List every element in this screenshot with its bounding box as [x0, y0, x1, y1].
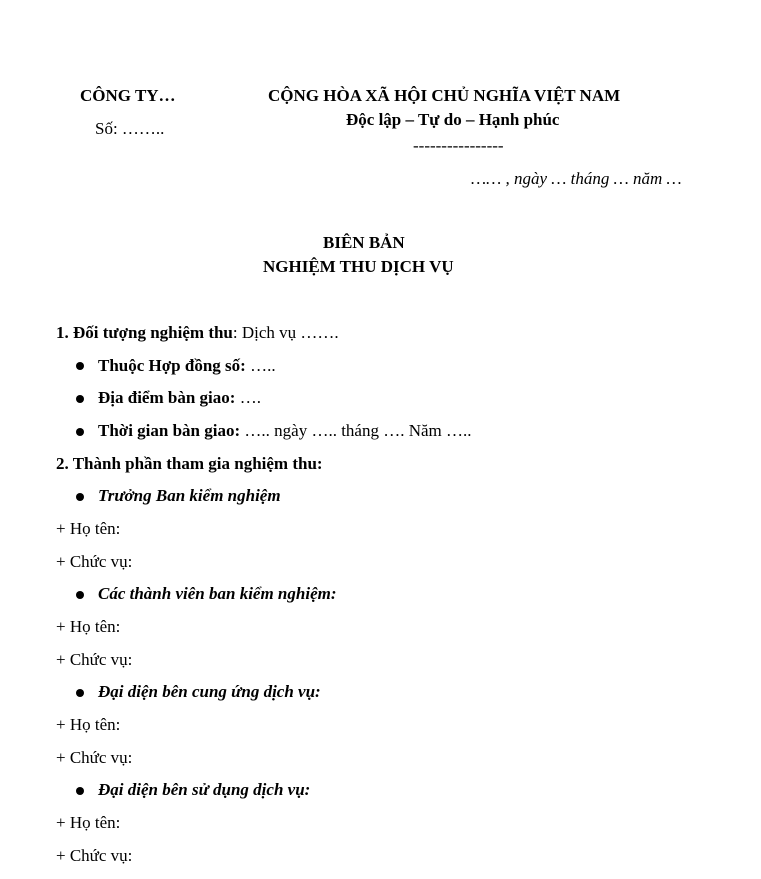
header-divider: ---------------- — [413, 136, 504, 155]
name-label: + Họ tên: — [56, 813, 121, 832]
handover-time-value: ….. ngày ….. tháng …. Năm ….. — [240, 421, 472, 440]
contract-number-item — [98, 356, 276, 376]
section-1-heading-value: : Dịch vụ ……. — [232, 323, 339, 342]
handover-time-item — [98, 421, 472, 441]
bullet-icon — [76, 591, 84, 599]
handover-location-label: Địa điểm bàn giao: — [98, 388, 236, 407]
handover-location-item — [98, 388, 261, 408]
contract-number-label: Thuộc Hợp đồng số: — [98, 356, 246, 375]
document-title: BIÊN BẢN — [323, 233, 405, 252]
contract-number-value: ….. — [245, 356, 276, 375]
handover-time-label: Thời gian bàn giao: — [98, 421, 241, 440]
document-subtitle: NGHIỆM THU DỊCH VỤ — [263, 257, 454, 276]
section-1-heading-label: 1. Đối tượng nghiệm thu — [56, 323, 233, 342]
company-name: CÔNG TY… — [80, 86, 176, 105]
bullet-icon — [76, 787, 84, 795]
name-label: + Họ tên: — [56, 617, 121, 636]
bullet-icon — [76, 493, 84, 501]
bullet-icon — [76, 395, 84, 403]
group-title: Đại diện bên cung ứng dịch vụ: — [98, 682, 321, 701]
position-label: + Chức vụ: — [56, 748, 133, 767]
name-label: + Họ tên: — [56, 519, 121, 538]
group-title: Đại diện bên sử dụng dịch vụ: — [98, 780, 311, 799]
date-line: …… , ngày … tháng … năm … — [471, 169, 682, 188]
position-label: + Chức vụ: — [56, 650, 133, 669]
group-title: Các thành viên ban kiểm nghiệm: — [98, 584, 337, 603]
nation-motto: Độc lập – Tự do – Hạnh phúc — [346, 110, 560, 129]
handover-location-value: …. — [235, 388, 261, 407]
section-1-heading — [56, 323, 339, 343]
nation-title: CỘNG HÒA XÃ HỘI CHỦ NGHĨA VIỆT NAM — [268, 86, 621, 105]
bullet-icon — [76, 362, 84, 370]
name-label: + Họ tên: — [56, 715, 121, 734]
bullet-icon — [76, 428, 84, 436]
position-label: + Chức vụ: — [56, 846, 133, 865]
document-number: Số: …….. — [95, 119, 165, 138]
position-label: + Chức vụ: — [56, 552, 133, 571]
section-2-heading: 2. Thành phần tham gia nghiệm thu: — [56, 454, 323, 473]
bullet-icon — [76, 689, 84, 697]
group-title: Trưởng Ban kiểm nghiệm — [98, 486, 281, 505]
